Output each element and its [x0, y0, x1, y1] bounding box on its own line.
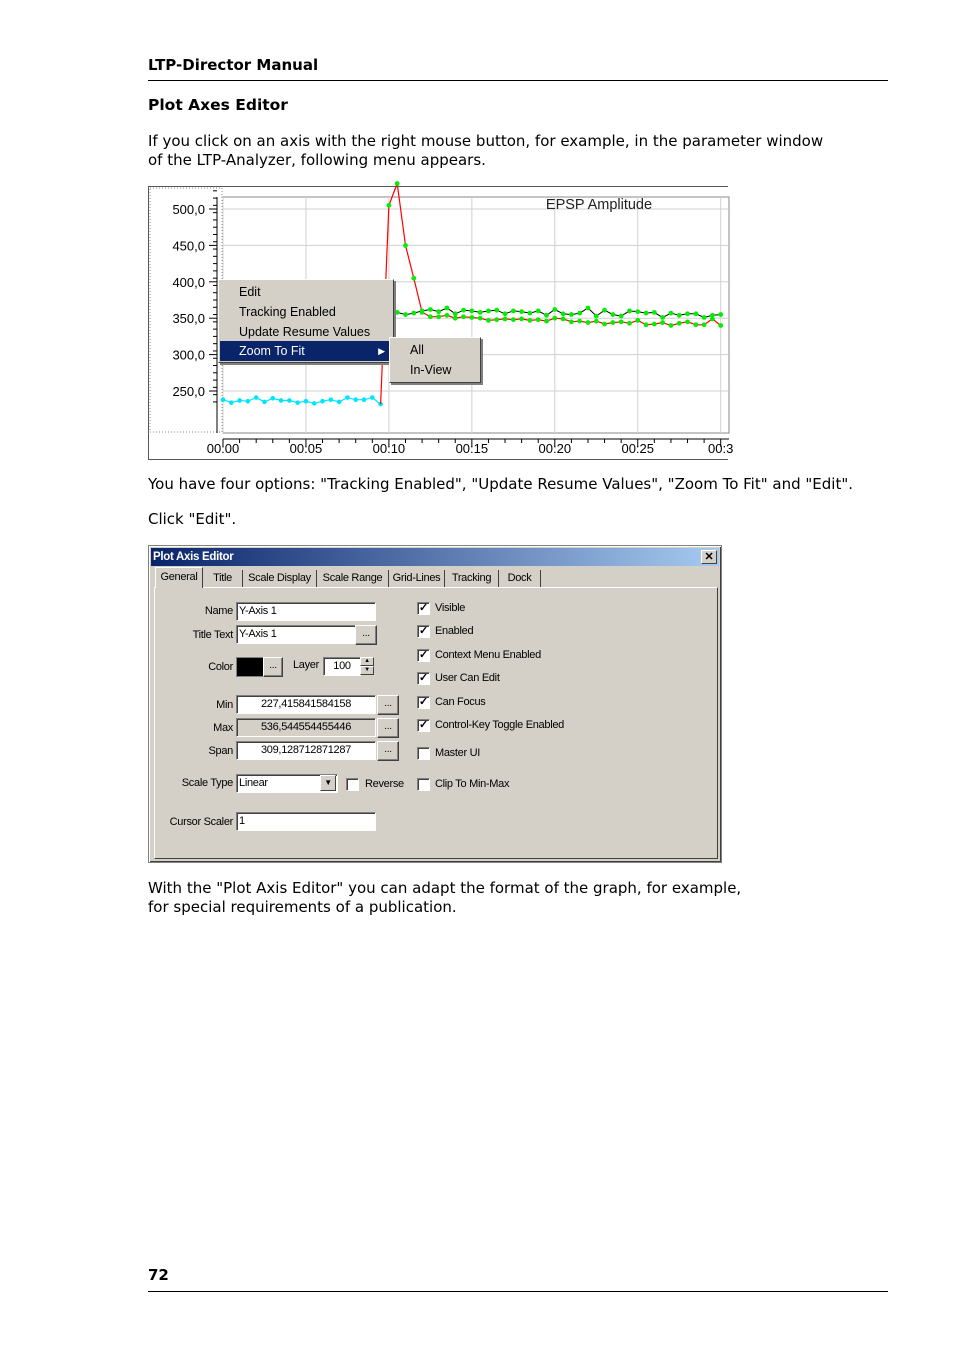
- span-browse-button[interactable]: ...: [377, 741, 399, 761]
- master-ui-checkbox[interactable]: [417, 747, 430, 760]
- user-can-edit-checkbox[interactable]: ✓: [417, 672, 430, 685]
- black-series-point: [453, 311, 458, 316]
- name-label: Name: [204, 605, 233, 617]
- y-tick-label: 450,0: [172, 238, 205, 254]
- baseline-point: [362, 397, 367, 402]
- y-tick-label: 400,0: [172, 274, 205, 290]
- red-series-point: [644, 322, 649, 327]
- black-series-point: [594, 314, 599, 319]
- name-input[interactable]: Y-Axis 1: [236, 602, 376, 621]
- red-series-point: [395, 181, 400, 186]
- black-series-point: [627, 309, 632, 314]
- tab-general[interactable]: General: [155, 567, 203, 588]
- baseline-point: [237, 398, 242, 403]
- baseline-point: [254, 395, 259, 400]
- control-key-toggle-enabled-checkbox[interactable]: ✓: [417, 719, 430, 732]
- control-key-toggle-enabled-label: Control-Key Toggle Enabled: [435, 719, 564, 731]
- can-focus-checkbox[interactable]: ✓: [417, 696, 430, 709]
- red-series-point: [586, 320, 591, 325]
- chart-title: EPSP Amplitude: [545, 197, 653, 213]
- y-tick-label: 350,0: [172, 311, 205, 327]
- options-paragraph: You have four options: "Tracking Enabled", "Update Resume Values", "Zoom To Fit" and "Edit".: [148, 475, 853, 493]
- dialog-titlebar[interactable]: [151, 548, 719, 566]
- black-series-point: [660, 315, 665, 320]
- intro-line-2: of the LTP-Analyzer, following menu appears.: [148, 151, 486, 169]
- black-series-point: [519, 309, 524, 314]
- red-series-point: [669, 323, 674, 328]
- x-tick-label: 00:3: [708, 441, 734, 456]
- red-series-point: [693, 322, 698, 327]
- tab-dock[interactable]: Dock: [499, 570, 541, 587]
- red-series-point: [602, 322, 607, 327]
- baseline-point: [370, 395, 375, 400]
- red-series-point: [503, 317, 508, 322]
- outro-paragraph: [148, 879, 741, 917]
- layer-label: Layer: [292, 659, 319, 671]
- red-series-point: [685, 319, 690, 324]
- close-icon: ✕: [704, 551, 714, 563]
- min-browse-button[interactable]: ...: [377, 695, 399, 715]
- red-series-point: [627, 321, 632, 326]
- black-series-point: [403, 312, 408, 317]
- black-series-point: [693, 311, 698, 316]
- red-series-point: [677, 321, 682, 326]
- black-series-point: [569, 312, 574, 317]
- min-label: Min: [216, 699, 233, 711]
- red-series-point: [594, 319, 599, 324]
- red-series-point: [635, 318, 640, 323]
- cursor-scaler-input[interactable]: 1: [236, 812, 376, 831]
- visible-checkbox[interactable]: ✓: [417, 602, 430, 615]
- black-series-point: [586, 306, 591, 311]
- y-tick-label: 300,0: [172, 347, 205, 363]
- red-series-point: [469, 315, 474, 320]
- context-menu-enabled-label: Context Menu Enabled: [435, 649, 541, 661]
- axis-context-menu: [218, 279, 394, 363]
- black-series-point: [610, 312, 615, 317]
- red-series-point: [494, 317, 499, 322]
- black-series-point: [677, 313, 682, 318]
- tab-scale-range[interactable]: Scale Range: [317, 570, 389, 587]
- red-series-point: [552, 316, 557, 321]
- x-tick-label: 00:00: [206, 441, 240, 456]
- black-series-point: [602, 308, 607, 313]
- black-series-point: [552, 307, 557, 312]
- x-tick-label: 00:10: [372, 441, 406, 456]
- color-label: Color: [208, 661, 233, 673]
- close-button[interactable]: [701, 550, 717, 564]
- baseline-point: [279, 398, 284, 403]
- max-browse-button[interactable]: ...: [377, 718, 399, 738]
- black-series-point: [619, 314, 624, 319]
- red-series-point: [519, 317, 524, 322]
- black-series-point: [461, 308, 466, 313]
- black-series-point: [644, 311, 649, 316]
- red-series-point: [453, 316, 458, 321]
- cursor-scaler-label: Cursor Scaler: [169, 816, 233, 828]
- master-ui-label: Master UI: [435, 747, 480, 759]
- clip-to-min-max-checkbox[interactable]: [417, 778, 430, 791]
- scale-type-label: Scale Type: [181, 777, 233, 789]
- red-series-point: [486, 318, 491, 323]
- context-menu-enabled-checkbox[interactable]: ✓: [417, 649, 430, 662]
- menu-item-zoom-to-fit-label: Zoom To Fit: [239, 344, 305, 358]
- click-edit-paragraph: Click "Edit".: [148, 510, 237, 528]
- black-series-point: [577, 311, 582, 316]
- baseline-point: [312, 401, 317, 406]
- reverse-label: Reverse: [365, 778, 404, 790]
- red-series-point: [577, 319, 582, 324]
- menu-item-zoom-to-fit[interactable]: [220, 341, 391, 361]
- red-series-point: [428, 314, 433, 319]
- black-series-point: [544, 313, 549, 318]
- black-series-point: [395, 310, 400, 315]
- dialog-title: Plot Axis Editor: [153, 551, 234, 563]
- baseline-point: [304, 399, 309, 404]
- tab-title[interactable]: Title: [203, 570, 243, 587]
- plot-axis-editor-dialog: [148, 545, 722, 863]
- scale-type-select[interactable]: Linear: [236, 774, 338, 793]
- color-browse-button[interactable]: ...: [263, 657, 283, 677]
- page-number: 72: [148, 1266, 169, 1284]
- black-series-point: [528, 311, 533, 316]
- baseline-point: [262, 400, 267, 405]
- outro-line-1: With the "Plot Axis Editor" you can adapt the format of the graph, for example,: [148, 879, 742, 897]
- black-series-point: [411, 311, 416, 316]
- title-text-input[interactable]: Y-Axis 1: [236, 625, 356, 644]
- layer-spin-down-icon[interactable]: ▼: [360, 666, 374, 675]
- black-series-point: [536, 309, 541, 314]
- baseline-point: [287, 398, 292, 403]
- intro-line-1: If you click on an axis with the right mouse button, for example, in the parameter window: [148, 132, 824, 150]
- red-series-point: [561, 317, 566, 322]
- black-series-point: [702, 315, 707, 320]
- x-tick-label: 00:25: [621, 441, 655, 456]
- black-series-point: [428, 307, 433, 312]
- baseline-point: [229, 400, 234, 405]
- black-series-point: [486, 309, 491, 314]
- tab-scale-display[interactable]: Scale Display: [243, 570, 317, 587]
- zoom-submenu: [389, 337, 481, 383]
- baseline-point: [270, 396, 275, 401]
- red-series-point: [544, 319, 549, 324]
- span-input[interactable]: 309,128712871287: [236, 741, 376, 760]
- red-series-point: [718, 323, 723, 328]
- menu-item-update-resume-values[interactable]: Update Resume Values: [239, 325, 371, 339]
- baseline-point: [246, 399, 251, 404]
- y-tick-label: 500,0: [172, 202, 205, 217]
- enabled-checkbox[interactable]: ✓: [417, 625, 430, 638]
- x-tick-label: 00:05: [289, 441, 323, 456]
- black-series-point: [685, 311, 690, 316]
- menu-item-tracking-enabled[interactable]: Tracking Enabled: [239, 305, 336, 319]
- title-text-label: Title Text: [192, 629, 233, 641]
- menu-item-edit[interactable]: Edit: [239, 285, 261, 299]
- red-series-point: [652, 322, 657, 327]
- black-series-point: [561, 311, 566, 316]
- red-series-point: [387, 203, 392, 208]
- enabled-label: Enabled: [435, 625, 474, 637]
- outro-line-2: for special requirements of a publication.: [148, 898, 457, 916]
- x-tick-label: 00:15: [455, 441, 489, 456]
- red-series-point: [528, 318, 533, 323]
- baseline-point: [329, 397, 334, 402]
- red-series-point: [411, 276, 416, 281]
- black-series-point: [469, 309, 474, 314]
- black-series-point: [436, 309, 441, 314]
- max-input[interactable]: 536,544554455446: [236, 718, 376, 737]
- intro-paragraph: [148, 132, 823, 170]
- baseline-point: [295, 400, 300, 405]
- black-series-point: [710, 313, 715, 318]
- can-focus-label: Can Focus: [435, 696, 486, 708]
- submenu-arrow-icon: ▶: [378, 346, 385, 356]
- black-series-point: [494, 308, 499, 313]
- tab-tracking[interactable]: Tracking: [445, 570, 499, 587]
- page-footer: [148, 1266, 888, 1292]
- black-series-point: [718, 312, 723, 317]
- x-tick-label: 00:20: [538, 441, 572, 456]
- tab-grid-lines[interactable]: Grid-Lines: [389, 570, 445, 587]
- running-header: LTP-Director Manual: [148, 56, 888, 81]
- layer-input[interactable]: 100: [323, 657, 361, 676]
- baseline-point: [353, 397, 358, 402]
- submenu-item-all[interactable]: All: [410, 343, 424, 357]
- red-series-point: [403, 243, 408, 248]
- black-series-point: [652, 310, 657, 315]
- clip-to-min-max-label: Clip To Min-Max: [435, 778, 510, 790]
- submenu-item-in-view[interactable]: In-View: [410, 363, 452, 377]
- min-input[interactable]: 227,415841584158: [236, 695, 376, 714]
- red-series-point: [569, 319, 574, 324]
- red-series-point: [478, 316, 483, 321]
- baseline-point: [221, 397, 226, 402]
- visible-label: Visible: [435, 602, 466, 614]
- red-series-point: [702, 322, 707, 327]
- red-series-point: [536, 317, 541, 322]
- layer-spin-up-icon[interactable]: ▲: [360, 657, 374, 666]
- black-series-point: [635, 309, 640, 314]
- user-can-edit-label: User Can Edit: [435, 672, 500, 684]
- red-series-point: [610, 320, 615, 325]
- red-series-point: [511, 317, 516, 322]
- span-label: Span: [208, 745, 233, 757]
- chevron-down-icon[interactable]: ▼: [320, 775, 336, 791]
- black-series-point: [478, 310, 483, 315]
- black-series-point: [420, 309, 425, 314]
- black-series-point: [511, 309, 516, 314]
- max-label: Max: [213, 722, 233, 734]
- black-series-point: [503, 311, 508, 316]
- red-series-point: [660, 320, 665, 325]
- color-swatch[interactable]: [236, 657, 264, 677]
- baseline-point: [320, 399, 325, 404]
- black-series-point: [669, 311, 674, 316]
- baseline-point: [337, 400, 342, 405]
- black-series-point: [445, 306, 450, 311]
- red-series-point: [619, 319, 624, 324]
- baseline-point: [345, 395, 350, 400]
- title-text-browse-button[interactable]: ...: [355, 625, 377, 645]
- reverse-checkbox[interactable]: [346, 778, 359, 791]
- red-series-point: [445, 313, 450, 318]
- y-tick-label: 250,0: [172, 384, 205, 399]
- red-series-point: [461, 314, 466, 319]
- section-title: Plot Axes Editor: [148, 96, 288, 114]
- red-series-point: [436, 314, 441, 319]
